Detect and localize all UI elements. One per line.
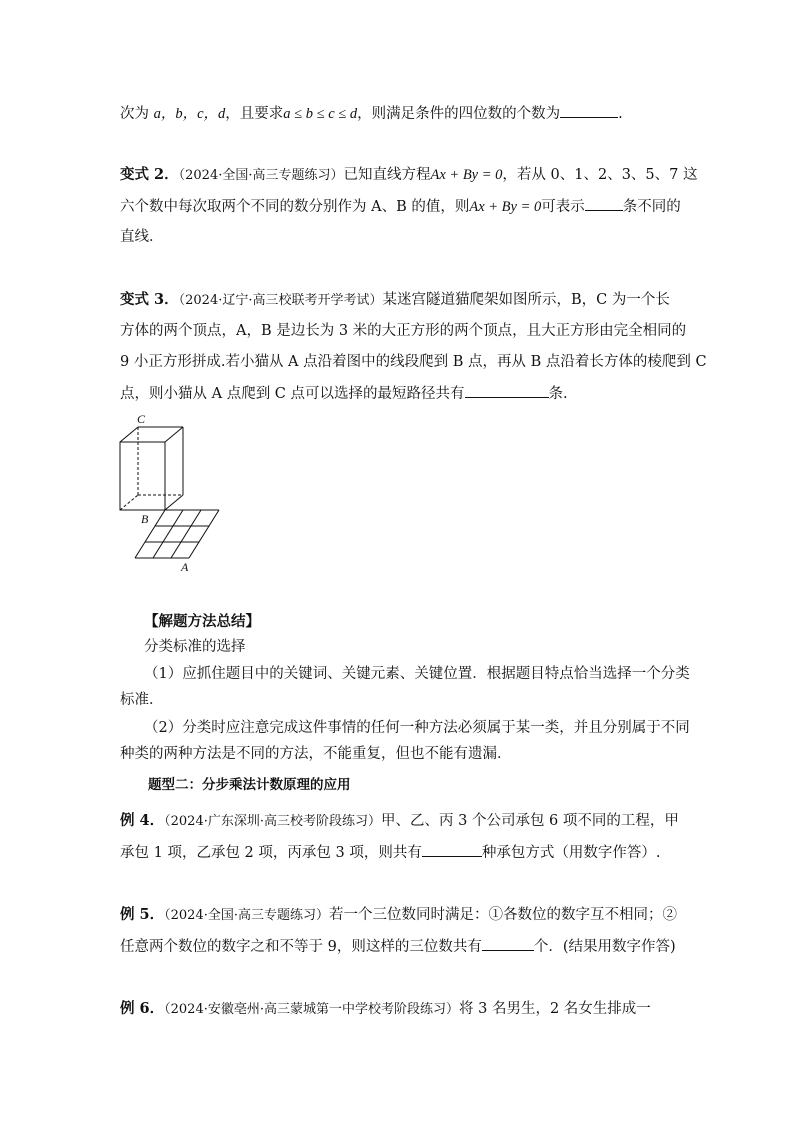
cuboid-hidden-edge <box>120 495 138 510</box>
summary-item-2: （2）分类时应注意完成这件事情的任何一种方法必须属于某一类，并且分别属于不同 <box>144 720 690 736</box>
label-c: C <box>137 412 146 426</box>
variant-3-label: 变式 3． <box>120 291 179 308</box>
summary-item-1-cont: 标准． <box>120 692 164 708</box>
example-5-label: 例 5． <box>120 906 165 923</box>
line-equation: Ax + By = 0 <box>469 199 542 215</box>
example-4-source: （2024·广东深圳·高三校考阶段练习） <box>164 814 381 829</box>
answer-blank <box>560 103 618 118</box>
label-b: B <box>141 512 149 526</box>
example-6-label: 例 6． <box>120 1000 165 1017</box>
variant-2-line-2: 六个数中每次取两个不同的数分别作为 A、B 的值，则Ax + By = 0可表示 条不同的 <box>120 196 680 217</box>
summary-heading: 【解题方法总结】 <box>144 613 260 630</box>
example-4-line-1: 例 4．（2024·广东深圳·高三校考阶段练习）甲、乙、丙 3 个公司承包 6 项不同的工程，甲 <box>120 812 679 829</box>
summary-item-1: （1）应抓住题目中的关键词、关键元素、关键位置．根据题目特点恰当选择一个分类 <box>144 666 690 682</box>
inequality: a ≤ b ≤ c ≤ d <box>283 106 358 122</box>
label-a: A <box>181 560 189 574</box>
cuboid-grid-figure <box>108 410 228 575</box>
variant-3-source: （2024·辽宁·高三校联考开学考试） <box>178 293 383 308</box>
answer-blank <box>465 383 549 398</box>
variant-3-line-3: 9 小正方形拼成.若小猫从 A 点沿着图中的线段爬到 B 点，再从 B 点沿着长方体的棱爬到 C <box>120 354 707 370</box>
variant-3-line-2: 方体的两个顶点，A，B 是边长为 3 米的大正方形的两个顶点，且大正方形由完全相同的 <box>120 323 687 339</box>
cuboid-edge <box>165 427 183 442</box>
example-6-source: （2024·安徽亳州·高三蒙城第一中学校考阶段练习） <box>164 1002 459 1017</box>
example-6-line-1: 例 6．（2024·安徽亳州·高三蒙城第一中学校考阶段练习）将 3 名男生，2 名女生排成一 <box>120 1000 651 1017</box>
summary-subheading: 分类标准的选择 <box>144 639 246 655</box>
topic-2-heading: 题型二：分步乘法计数原理的应用 <box>148 777 351 793</box>
answer-blank <box>422 842 482 857</box>
variant-2-source: （2024·全国·高三专题练习） <box>178 168 344 183</box>
grid-line <box>189 510 219 558</box>
answer-blank <box>482 936 534 951</box>
example-5-line-1: 例 5．（2024·全国·高三专题练习）若一个三位数同时满足：①各数位的数字互不相同；② <box>120 906 677 923</box>
example-4-label: 例 4． <box>120 812 165 829</box>
example-4-line-2: 承包 1 项，乙承包 2 项，丙承包 3 项，则共有 种承包方式（用数字作答）. <box>120 842 680 863</box>
example-5-line-2: 任意两个数位的数字之和不等于 9，则这样的三位数共有 个．(结果用数字作答) <box>120 936 680 957</box>
grid-line <box>153 510 183 558</box>
grid-line <box>135 510 165 558</box>
cuboid-front-face <box>120 442 165 510</box>
variant-2-label: 变式 2． <box>120 166 179 183</box>
variant-3-line-1: 变式 3．（2024·辽宁·高三校联考开学考试）某迷宫隧道猫爬架如图所示，B，C 为一个长 <box>120 291 670 308</box>
summary-item-2-cont: 种类的两种方法是不同的方法，不能重复，但也不能有遗漏． <box>120 746 512 762</box>
problem-continuation: 次为 a，b，c，d，且要求a ≤ b ≤ c ≤ d，则满足条件的四位数的个数为 . <box>120 103 680 124</box>
example-5-source: （2024·全国·高三专题练习） <box>164 908 329 923</box>
answer-blank <box>585 196 623 211</box>
line-equation: Ax + By = 0 <box>430 167 503 183</box>
variables: a，b，c，d <box>153 106 226 122</box>
cuboid-edge <box>165 495 183 510</box>
variant-2-line-1: 变式 2．（2024·全国·高三专题练习）已知直线方程Ax + By = 0，若从 0、1、2、3、5、7 这 <box>120 166 698 183</box>
variant-2-line-3: 直线． <box>120 229 164 245</box>
grid-line <box>171 510 201 558</box>
cuboid-edge <box>120 427 138 442</box>
variant-3-line-4: 点，则小猫从 A 点爬到 C 点可以选择的最短路径共有 条. <box>120 383 680 404</box>
